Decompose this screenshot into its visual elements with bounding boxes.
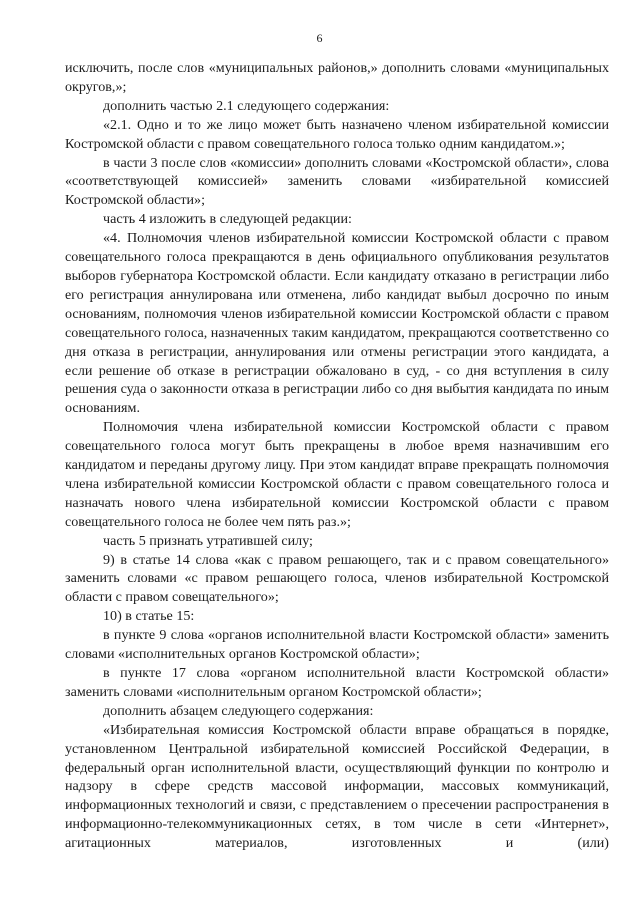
paragraph-10: 10) в статье 15:: [103, 608, 195, 625]
paragraph-9: 9) в статье 14 слова «как с правом решающего, так и с правом совещательного» заменить словами «с правом решающего голоса, членов избирательной Костромской области с правом совещательного»;: [65, 551, 609, 606]
paragraph-2: дополнить частью 2.1 следующего содержания:: [103, 97, 390, 114]
page-number: 6: [316, 31, 323, 45]
paragraph-7: Полномочия члена избирательной комиссии Костромской области с правом совещательного голоса могут быть прекращены в любое время назначившим его кандидатом и переданы другому лицу. При этом кандидат вправе прекращать полномочия члена избирательной комиссии Костромской области с правом совещательного голоса и назначать нового члена избирательной комиссии Костромской области с правом совещательного голоса не более чем пять раз.»;: [65, 419, 609, 530]
paragraph-12: в пункте 17 слова «органом исполнительной власти Костромской области» заменить словами «исполнительным органом Костромской области»;: [65, 665, 609, 700]
paragraph-4: в части 3 после слов «комиссии» дополнить словами «Костромской области», слова «соответствующей комиссией» заменить словами «избирательной комиссией Костромской области»;: [65, 154, 609, 209]
paragraph-13: дополнить абзацем следующего содержания:: [103, 702, 374, 719]
paragraph-11: в пункте 9 слова «органов исполнительной власти Костромской области» заменить словами «исполнительных органов Костромской области»;: [65, 627, 609, 663]
paragraph-6: «4. Полномочия членов избирательной комиссии Костромской области с правом совещательного голоса прекращаются в день официального опубликования результатов выборов губернатора Костромской области. Если кандидату отказано в регистрации либо его регистрация аннулирована или отменена, либо кандидат выбыл досрочно по иным основаниям, полномочия членов избирательной комиссии Костромской области с правом совещательного голоса, назначенных таким кандидатом, прекращаются соответственно со дня отказа в регистрации, аннулирования или отмены регистрации этого кандидата, а если решение об отказе в регистрации обжаловано в суд, - со дня вступления в силу решения суда о законности отказа в регистрации либо со дня выбытия кандидата по иным основаниям.: [65, 230, 609, 417]
document-body: [65, 59, 609, 853]
paragraph-1: исключить, после слов «муниципальных районов,» дополнить словами «муниципальных округов,»;: [65, 60, 609, 95]
paragraph-14: «Избирательная комиссия Костромской области вправе обращаться в порядке, установленном Центральной избирательной комиссией Российской Федерации, в федеральный орган исполнительной власти, осуществляющий функции по контролю и надзору в сфере средств массовой информации, массовых коммуникаций, информационных технологий и связи, с представлением о пресечении распространения в информационно-телекоммуникационных сетях, в том числе в сети «Интернет», агитационных материалов, изготовленных и (или): [65, 721, 609, 852]
paragraph-8: часть 5 признать утратившей силу;: [103, 532, 313, 549]
paragraph-5: часть 4 изложить в следующей редакции:: [103, 211, 352, 228]
paragraph-3: «2.1. Одно и то же лицо может быть назначено членом избирательной комиссии Костромской области с правом совещательного голоса только одним кандидатом.»;: [65, 116, 609, 152]
